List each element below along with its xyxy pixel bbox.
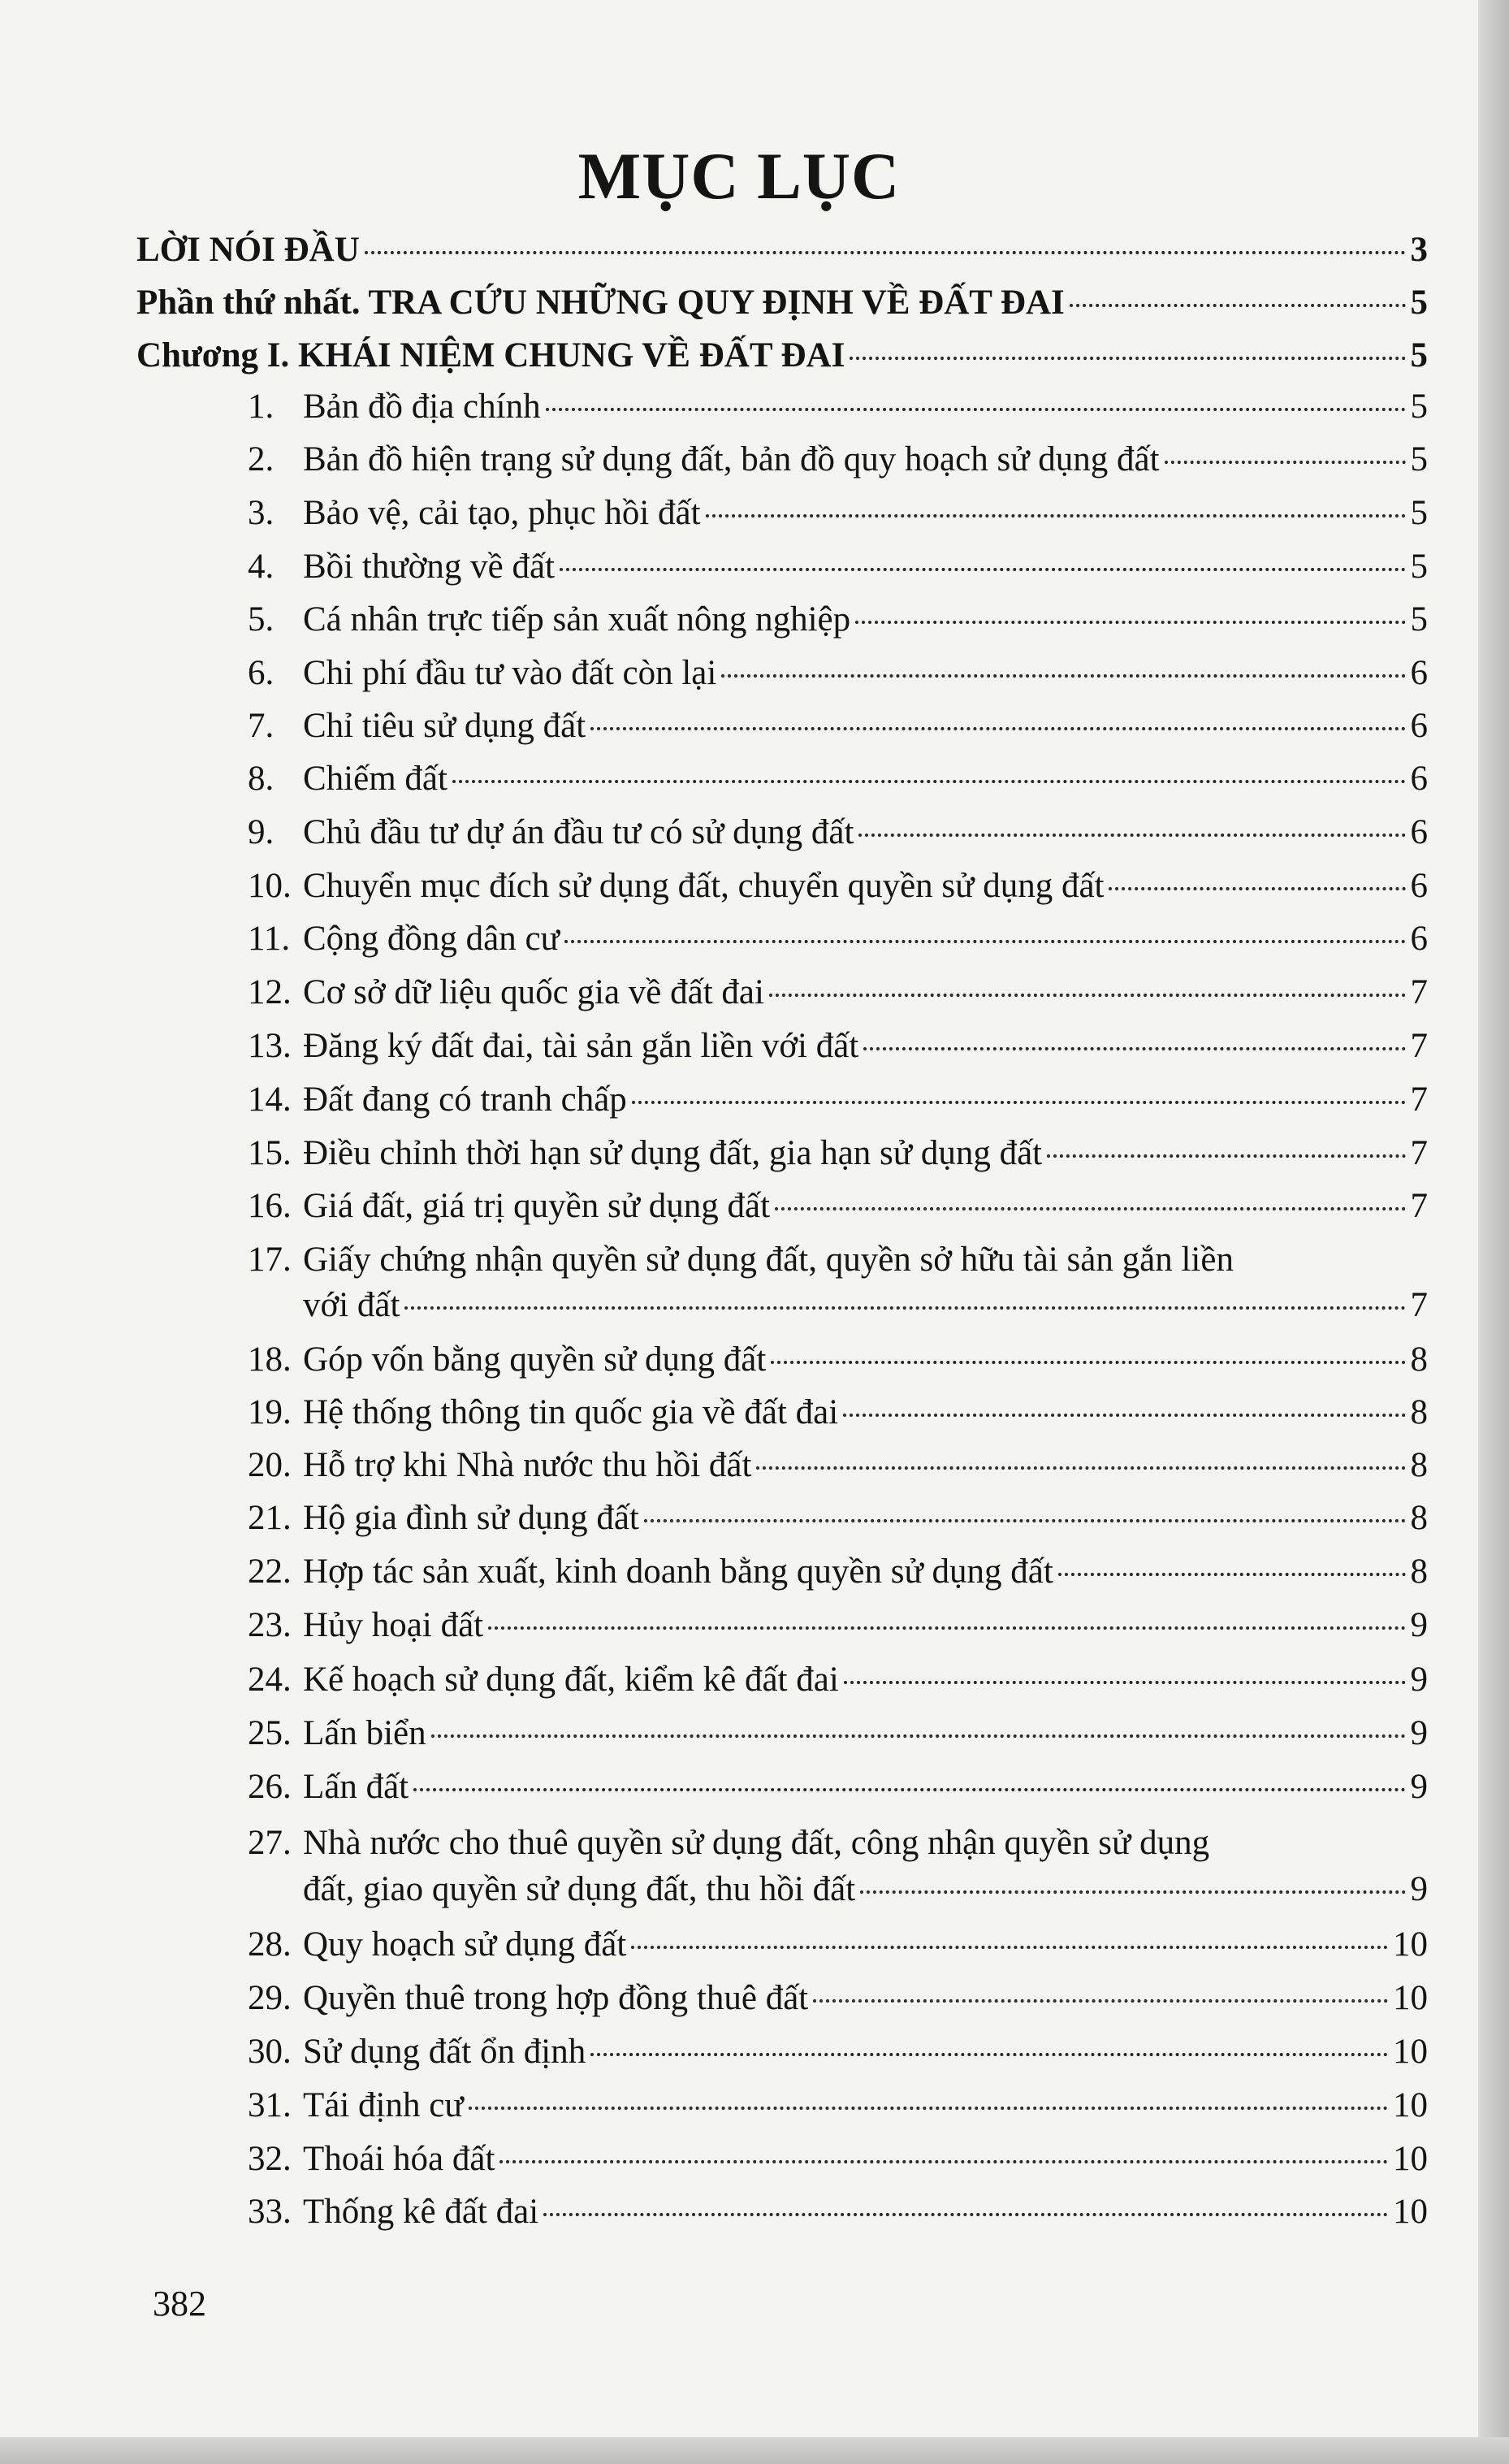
toc-entry-page: 8: [1410, 1393, 1428, 1431]
toc-entry-text: Chỉ tiêu sử dụng đất: [303, 707, 586, 745]
toc-entry-number: 20.: [248, 1446, 292, 1484]
toc-entry-number: 10.: [248, 867, 292, 905]
dot-leader: [644, 1519, 1406, 1522]
toc-entry: [248, 2085, 1428, 2127]
toc-entry-number: 19.: [248, 1393, 292, 1431]
toc-entry-number: 4.: [248, 548, 275, 586]
dot-leader: [1070, 304, 1406, 307]
toc-title: MỤC LỤC: [577, 139, 901, 213]
toc-entry: [248, 1924, 1428, 1966]
toc-entry-chapter-one: [136, 335, 1428, 377]
toc-entry-page: 6: [1410, 867, 1428, 905]
toc-entry-number: 24.: [248, 1661, 292, 1699]
toc-entry-page: 8: [1410, 1552, 1428, 1591]
toc-entry: [248, 1497, 1428, 1539]
dot-leader: [543, 2213, 1388, 2216]
toc-entry-number: 6.: [248, 654, 275, 692]
toc-entry-text: Bảo vệ, cải tạo, phục hồi đất: [303, 494, 701, 532]
toc-entry-number: 3.: [248, 494, 275, 532]
toc-entry-text: Chi phí đầu tư vào đất còn lại: [303, 654, 717, 692]
toc-entry-number: 2.: [248, 440, 275, 479]
dot-leader: [844, 1681, 1406, 1684]
toc-entry-page: 10: [1393, 2033, 1428, 2071]
toc-entry: [248, 812, 1428, 854]
dot-leader: [1165, 461, 1406, 464]
page-edge-bottom: [0, 2437, 1509, 2464]
toc-entry: [248, 2031, 1428, 2073]
dot-leader: [452, 780, 1406, 783]
dot-leader: [590, 727, 1405, 730]
toc-entry-page: 6: [1410, 920, 1428, 958]
toc-entry-number: 9.: [248, 813, 275, 851]
dot-leader: [1047, 1154, 1405, 1158]
toc-entry-page: 8: [1410, 1446, 1428, 1484]
dot-leader: [858, 834, 1405, 837]
toc-entry: [248, 1392, 1428, 1434]
toc-entry-line-one: [248, 1239, 1234, 1281]
toc-entry-page: 7: [1410, 1080, 1428, 1119]
toc-entry-page: 7: [1410, 973, 1428, 1011]
toc-entry-page: 10: [1393, 1925, 1428, 1964]
toc-entry-number: 1.: [248, 388, 275, 426]
toc-entry-text: Chương I. KHÁI NIỆM CHUNG VỀ ĐẤT ĐAI: [136, 336, 845, 375]
toc-entry-page: 6: [1410, 654, 1428, 692]
toc-entry-text: Hệ thống thông tin quốc gia về đất đai: [303, 1393, 839, 1431]
toc-entry-number: 29.: [248, 1979, 292, 2017]
toc-entry-text-continued: đất, giao quyền sử dụng đất, thu hồi đất: [303, 1870, 856, 1908]
toc-entry: [248, 439, 1428, 481]
toc-entry-number: 15.: [248, 1134, 292, 1172]
toc-entry: [248, 918, 1428, 960]
toc-entry-text: LỜI NÓI ĐẦU: [136, 231, 360, 269]
toc-entry-page: 9: [1410, 1714, 1428, 1752]
toc-entry-page: 7: [1410, 1187, 1428, 1225]
dot-leader: [863, 1047, 1405, 1050]
dot-leader: [860, 1890, 1405, 1894]
toc-entry-page: 5: [1410, 548, 1428, 586]
toc-entry: [248, 386, 1428, 428]
toc-entry-text: Đất đang có tranh chấp: [303, 1080, 627, 1119]
toc-entry-number: 26.: [248, 1768, 292, 1806]
dot-leader: [756, 1466, 1405, 1470]
dot-leader: [499, 2160, 1388, 2163]
toc-entry: [248, 1185, 1428, 1228]
toc-entry: [248, 758, 1428, 800]
dot-leader: [413, 1788, 1405, 1791]
toc-entry: [248, 1079, 1428, 1121]
toc-entry-number: 12.: [248, 973, 292, 1011]
dot-leader: [771, 1361, 1405, 1364]
toc-entry-page: 5: [1410, 440, 1428, 479]
toc-entry-text: Phần thứ nhất. TRA CỨU NHỮNG QUY ĐỊNH VỀ ĐẤT ĐAI: [136, 284, 1065, 322]
toc-entry-page: 8: [1410, 1340, 1428, 1379]
toc-entry-text: Lấn biển: [303, 1714, 426, 1752]
toc-entry-number: 22.: [248, 1552, 292, 1591]
toc-entry-text: Quyền thuê trong hợp đồng thuê đất: [303, 1979, 809, 2017]
toc-entry-text: Cá nhân trực tiếp sản xuất nông nghiệp: [303, 600, 851, 639]
toc-entry-text: Chiếm đất: [303, 760, 448, 798]
page-number: 382: [153, 2284, 206, 2323]
toc-entry: [248, 546, 1428, 588]
toc-entry: [248, 1444, 1428, 1487]
toc-entry-text: Cơ sở dữ liệu quốc gia về đất đai: [303, 973, 764, 1011]
toc-entry: [248, 1551, 1428, 1593]
toc-entry-text-continued: với đất: [303, 1286, 400, 1324]
toc-entry-page: 7: [1410, 1027, 1428, 1065]
toc-entry-text: Thống kê đất đai: [303, 2193, 539, 2231]
toc-entry-text: Thoái hóa đất: [303, 2140, 495, 2178]
toc-entry-text: Nhà nước cho thuê quyền sử dụng đất, công nhận quyền sử dụng: [303, 1824, 1210, 1862]
toc-entry-page: 9: [1410, 1768, 1428, 1806]
toc-entry-page: 5: [1410, 336, 1428, 375]
toc-entry-text: Lấn đất: [303, 1768, 409, 1806]
toc-entry-text: Đăng ký đất đai, tài sản gắn liền với đất: [303, 1027, 859, 1065]
dot-leader: [706, 514, 1406, 517]
toc-entry-text: Hợp tác sản xuất, kinh doanh bằng quyền sử dụng đất: [303, 1552, 1053, 1591]
toc-entry: [248, 1132, 1428, 1175]
toc-entry: [248, 1659, 1428, 1701]
dot-leader: [843, 1414, 1405, 1417]
toc-entry: [248, 1713, 1428, 1755]
toc-entry: [248, 1977, 1428, 2020]
toc-entry-text: Hộ gia đình sử dụng đất: [303, 1499, 639, 1537]
toc-entry: [248, 1766, 1428, 1808]
toc-entry-text: Hủy hoại đất: [303, 1606, 484, 1644]
toc-entry-text: Chuyển mục đích sử dụng đất, chuyển quyền sử dụng đất: [303, 867, 1105, 905]
toc-entry-number: 27.: [248, 1824, 292, 1862]
toc-entry: [248, 492, 1428, 535]
toc-entry: [248, 1604, 1428, 1647]
dot-leader: [1109, 887, 1405, 890]
toc-entry-page: 3: [1410, 231, 1428, 269]
toc-entry-page: 6: [1410, 760, 1428, 798]
toc-entry-text: Điều chỉnh thời hạn sử dụng đất, gia hạn sử dụng đất: [303, 1134, 1043, 1172]
toc-entry-number: 5.: [248, 600, 275, 639]
toc-entry-number: 13.: [248, 1027, 292, 1065]
toc-entry-number: 11.: [248, 920, 291, 958]
toc-entry-text: Sử dụng đất ổn định: [303, 2033, 586, 2071]
toc-entry: [248, 1339, 1428, 1381]
toc-entry-page: 9: [1410, 1661, 1428, 1699]
dot-leader: [632, 1101, 1406, 1104]
toc-entry-text: Bồi thường về đất: [303, 548, 555, 586]
dot-leader: [1058, 1573, 1406, 1576]
toc-entry: [248, 972, 1428, 1014]
toc-entry-page: 7: [1410, 1134, 1428, 1172]
toc-entry: [248, 865, 1428, 907]
toc-entry-number: 32.: [248, 2140, 292, 2178]
toc-entry-text: Quy hoạch sử dụng đất: [303, 1925, 627, 1964]
toc-entry-page: 5: [1410, 494, 1428, 532]
toc-entry-text: Hỗ trợ khi Nhà nước thu hồi đất: [303, 1446, 752, 1484]
toc-entry-page: 5: [1410, 388, 1428, 426]
toc-entry: [248, 2191, 1428, 2233]
toc-entry-text: Góp vốn bằng quyền sử dụng đất: [303, 1340, 767, 1379]
toc-entry-page: 6: [1410, 813, 1428, 851]
toc-entry-number: 18.: [248, 1340, 292, 1379]
dot-leader: [469, 2107, 1388, 2110]
toc-entry-text: Bản đồ hiện trạng sử dụng đất, bản đồ quy hoạch sử dụng đất: [303, 440, 1160, 479]
toc-entry-line-two: [303, 1869, 1428, 1911]
dot-leader: [560, 568, 1406, 571]
toc-entry-number: 8.: [248, 760, 275, 798]
dot-leader: [488, 1626, 1405, 1630]
toc-entry: [248, 599, 1428, 641]
toc-entry: [248, 705, 1428, 747]
toc-entry-page: 10: [1393, 1979, 1428, 2017]
toc-entry-number: 25.: [248, 1714, 292, 1752]
toc-entry-page: 5: [1410, 284, 1428, 322]
dot-leader: [813, 1999, 1388, 2003]
toc-entry-number: 17.: [248, 1241, 292, 1279]
toc-entry-number: 30.: [248, 2033, 292, 2071]
toc-entry-page: 9: [1410, 1870, 1428, 1908]
toc-entry-number: 28.: [248, 1925, 292, 1964]
toc-entry-line-one: [248, 1822, 1209, 1864]
toc-entry-line-two: [303, 1284, 1428, 1327]
dot-leader: [850, 357, 1405, 360]
toc-entry-text: Cộng đồng dân cư: [303, 920, 560, 958]
toc-entry-page: 10: [1393, 2086, 1428, 2124]
toc-entry: [248, 1025, 1428, 1067]
toc-entry-page: 10: [1393, 2140, 1428, 2178]
page-edge-right: [1478, 0, 1509, 2464]
toc-entry-number: 14.: [248, 1080, 292, 1119]
dot-leader: [769, 994, 1406, 997]
toc-entry-page: 9: [1410, 1606, 1428, 1644]
dot-leader: [546, 408, 1406, 411]
toc-entry-text: Kế hoạch sử dụng đất, kiểm kê đất đai: [303, 1661, 839, 1699]
toc-entry-number: 31.: [248, 2086, 292, 2124]
toc-entry-text: Giá đất, giá trị quyền sử dụng đất: [303, 1187, 771, 1225]
toc-entry-number: 7.: [248, 707, 275, 745]
toc-entry-number: 33.: [248, 2193, 292, 2231]
toc-entry-page: 6: [1410, 707, 1428, 745]
toc-entry-number: 16.: [248, 1187, 292, 1225]
toc-entry-page: 7: [1410, 1286, 1428, 1324]
toc-entry-part-one: [136, 282, 1428, 324]
toc-entry-preface: [136, 229, 1428, 271]
dot-leader: [590, 2053, 1388, 2056]
toc-entry-text: Bản đồ địa chính: [303, 388, 541, 426]
dot-leader: [431, 1734, 1406, 1738]
toc-entry: [248, 652, 1428, 695]
toc-entry-text: Tái định cư: [303, 2086, 464, 2124]
toc-entry-number: 21.: [248, 1499, 292, 1537]
dot-leader: [631, 1946, 1388, 1949]
dot-leader: [775, 1207, 1405, 1210]
toc-entry: [248, 2138, 1428, 2180]
toc-entry-number: 23.: [248, 1606, 292, 1644]
toc-entry-page: 5: [1410, 600, 1428, 639]
toc-entry-text: Chủ đầu tư dự án đầu tư có sử dụng đất: [303, 813, 854, 851]
dot-leader: [365, 251, 1406, 254]
dot-leader: [404, 1306, 1405, 1310]
toc-entry-text: Giấy chứng nhận quyền sử dụng đất, quyền sở hữu tài sản gắn liền: [303, 1241, 1234, 1279]
dot-leader: [855, 621, 1405, 624]
dot-leader: [564, 940, 1406, 943]
dot-leader: [721, 674, 1405, 678]
toc-entry-page: 10: [1393, 2193, 1428, 2231]
toc-entry-page: 8: [1410, 1499, 1428, 1537]
